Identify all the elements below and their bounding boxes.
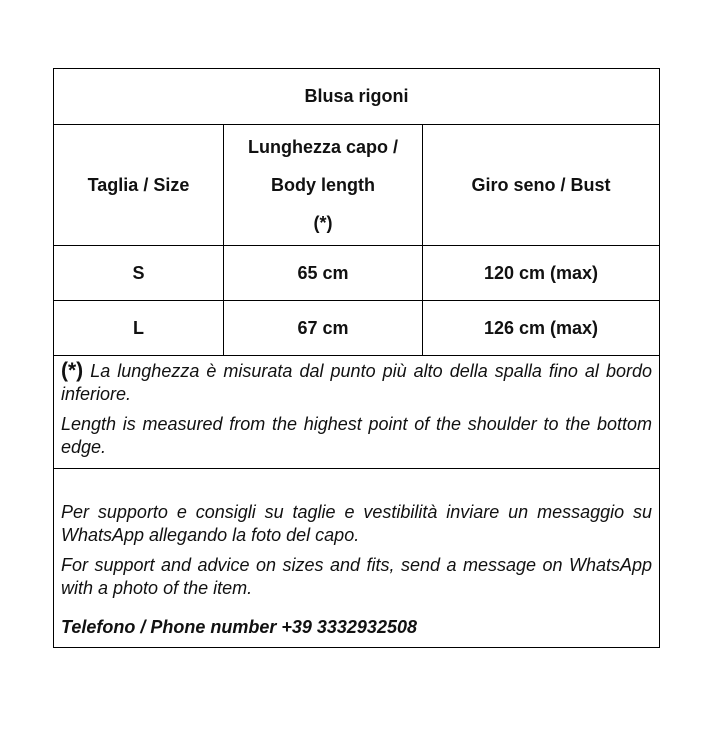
header-body-length <box>224 125 423 246</box>
cell-bust: 126 cm (max) <box>423 301 660 356</box>
title-row <box>54 69 660 125</box>
phone-number: Telefono / Phone number +39 3332932508 <box>61 617 417 637</box>
size-chart-table <box>53 68 660 648</box>
table-row <box>54 246 660 301</box>
contact-row <box>54 469 660 648</box>
note-italian: La lunghezza è misurata dal punto più alto della spalla fino al bordo inferiore. <box>61 361 653 404</box>
header-size: Taglia / Size <box>54 125 224 246</box>
header-length-line2: Body length <box>271 175 375 195</box>
cell-bust: 120 cm (max) <box>423 246 660 301</box>
cell-length: 67 cm <box>224 301 423 356</box>
header-bust: Giro seno / Bust <box>423 125 660 246</box>
cell-length: 65 cm <box>224 246 423 301</box>
table-title: Blusa rigoni <box>54 69 660 125</box>
contact-italian: Per supporto e consigli su taglie e vestibilità inviare un messaggio su WhatsApp allegando la foto del capo. <box>61 502 653 545</box>
note-row <box>54 356 660 469</box>
note-english: Length is measured from the highest point of the shoulder to the bottom edge. <box>61 414 653 457</box>
cell-size: L <box>54 301 224 356</box>
header-length-line1: Lunghezza capo / <box>247 137 398 157</box>
header-length-line3: (*) <box>313 213 333 233</box>
header-row <box>54 125 660 246</box>
table-row <box>54 301 660 356</box>
measurement-note <box>54 356 660 469</box>
cell-size: S <box>54 246 224 301</box>
contact-info <box>54 469 660 648</box>
contact-english: For support and advice on sizes and fits, send a message on WhatsApp with a photo of the item. <box>61 555 653 598</box>
note-marker: (*) <box>61 359 84 382</box>
